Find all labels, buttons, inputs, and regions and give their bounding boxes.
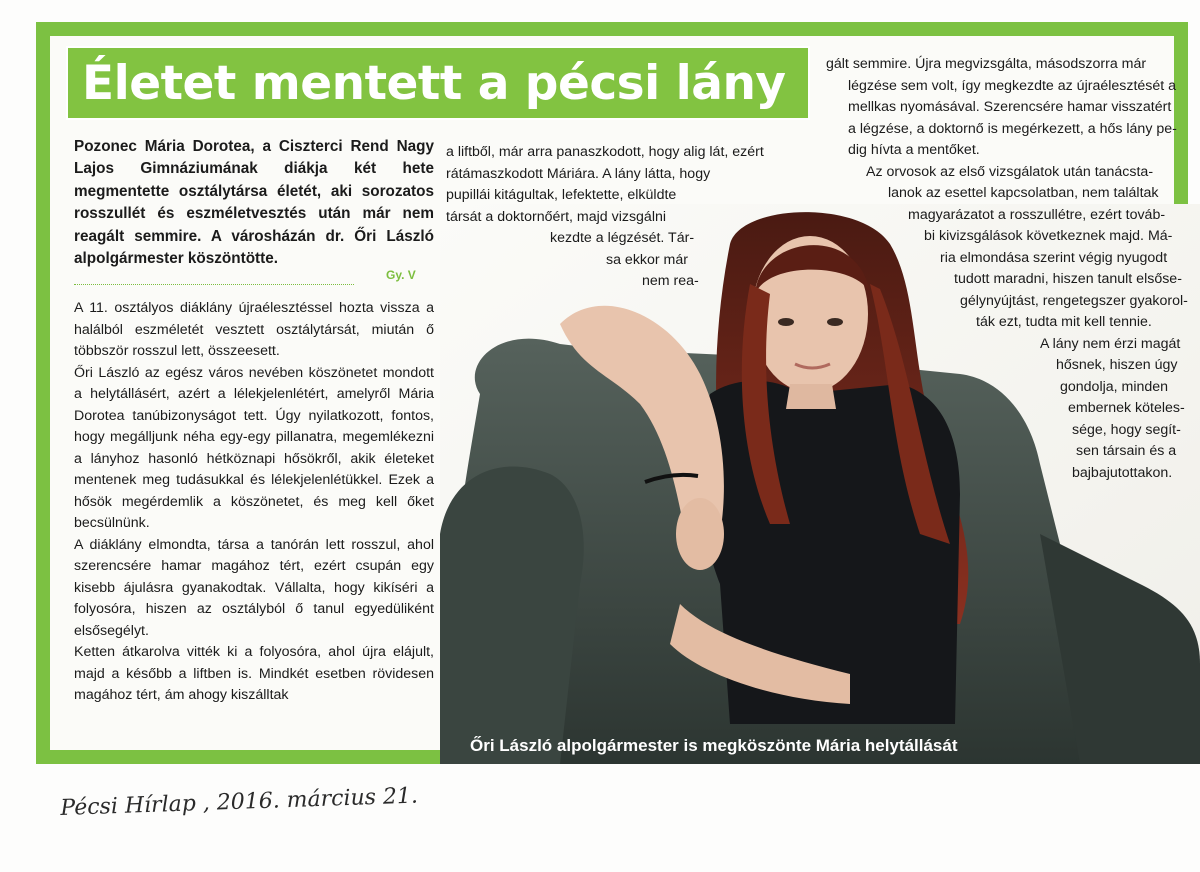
text-line: gondolja, minden: [1060, 378, 1169, 395]
body-paragraph: A diáklány elmondta, társa a tanórán lett rosszul, ahol szerencsére hamar magához tért, ezért csupán egy kisebb ájulásra gyanakodtak. Vállalta, hogy kikíséri a folyosóra, hiszen az osztályból ő tanul egyedüliként elsősegélyt.: [74, 536, 434, 639]
text-line: sen társain és a: [1076, 443, 1177, 459]
headline-box: [66, 46, 810, 120]
body-paragraph: Ketten átkarolva vitték ki a folyosóra, ahol újra eláj​ult, majd a később a liftben is. Mindkét esetben rövidesen magához tért, ám ahogy kiszálltak: [74, 644, 434, 703]
body-paragraph: Őri László az egész város nevében köszönetet mondott a helytállásért, azért a lélekjelenlétért, amelyről Mária Dorotea tanúbizonyságot tett. Úgy nyilatkozott, fontos, hogy megálljunk néha egy-egy pillanatra, megemlékezni a lányhoz hasonló hétköznapi hősökről, akik életeket mentenek meg tudásukkal és lélekjelenlétükkel. Ezek a hősök megérdemlik a köszönetet, és meg kell őket becsülnünk.: [74, 364, 434, 531]
text-line: Az orvosok az első vizsgálatok után tanácsta-: [866, 163, 1154, 180]
headline: Életet mentett a pécsi lány: [82, 56, 786, 111]
text-line: lanok az esettel kapcsolatban, nem találtak: [888, 185, 1159, 201]
lead-separator: [74, 284, 354, 285]
body-column-left: [74, 298, 434, 707]
text-line: társát a doktornőért, majd vizsgálni: [446, 208, 667, 225]
text-line: hősnek, hiszen úgy: [1056, 357, 1178, 373]
text-line: sége, hogy segít-: [1072, 421, 1181, 438]
text-line: pupillái kitágultak, lefektette, elküldte: [446, 187, 677, 203]
text-line: bi kivizsgálások következnek majd. Má-: [924, 228, 1173, 244]
photo-caption: Őri László alpolgármester is megköszönte Mária helytállását: [470, 736, 958, 755]
text-line: mellkas nyomásával. Szerencsére hamar visszatért: [848, 99, 1172, 115]
body-paragraph: A 11. osztályos diáklány újraélesztéssel hozta vissza a halálból eszméletét vesztett osztálytársát, miután ő többször rosszul lett, összeesett.: [74, 300, 434, 359]
byline: Gy. V: [386, 268, 416, 282]
text-line: gált semmire. Újra megvizsgálta, másodszorra már: [826, 56, 1147, 72]
text-line: gélynyújtást, rengetegszer gyakorol-: [960, 292, 1188, 309]
text-line: tudott maradni, hiszen tanult elsőse-: [954, 271, 1182, 287]
text-line: kezdte a légzését. Tár-: [550, 230, 695, 246]
text-line: rátámaszkodott Máriára. A lány látta, hogy: [446, 165, 711, 182]
lead-paragraph: Pozonec Mária Dorotea, a Ciszterci Rend Nagy Lajos Gimnáziumának diákja két hete megmentette osztálytársa életét, aki sorozatos rosszullét és eszméletvesztés után már nem reagált semmire. A városházán dr. Őri László alpolgármester köszöntötte.: [74, 138, 434, 268]
text-line: magyarázatot a rosszullétre, ezért továb-: [908, 206, 1166, 223]
text-line: sa ekkor már: [606, 251, 688, 268]
text-line: légzése sem volt, így megkezdte az újraélesztését a: [848, 77, 1177, 94]
body-column-middle: [446, 142, 764, 293]
text-line: ták ezt, tudta mit kell tennie.: [976, 314, 1152, 330]
text-line: embernek köteles-: [1068, 400, 1185, 416]
text-line: a légzése, a doktornő is megérkezett, a hős lány pe-: [848, 120, 1177, 137]
clipping-paper: [50, 36, 1188, 755]
newspaper-clipping: [36, 22, 1188, 764]
handwritten-note: Pécsi Hírlap , 2016. március 21.: [60, 783, 419, 821]
text-line: a liftből, már arra panaszkodott, hogy alig lát, ezért: [446, 144, 764, 160]
text-line: A lány nem érzi magát: [1040, 335, 1181, 352]
text-line: ria elmondása szerint végig nyugodt: [940, 249, 1168, 266]
text-line: dig hívta a mentőket.: [848, 142, 980, 158]
text-line: bajbajutottakon.: [1072, 464, 1173, 481]
body-column-right: [814, 54, 1192, 484]
text-line: nem rea-: [642, 273, 699, 289]
